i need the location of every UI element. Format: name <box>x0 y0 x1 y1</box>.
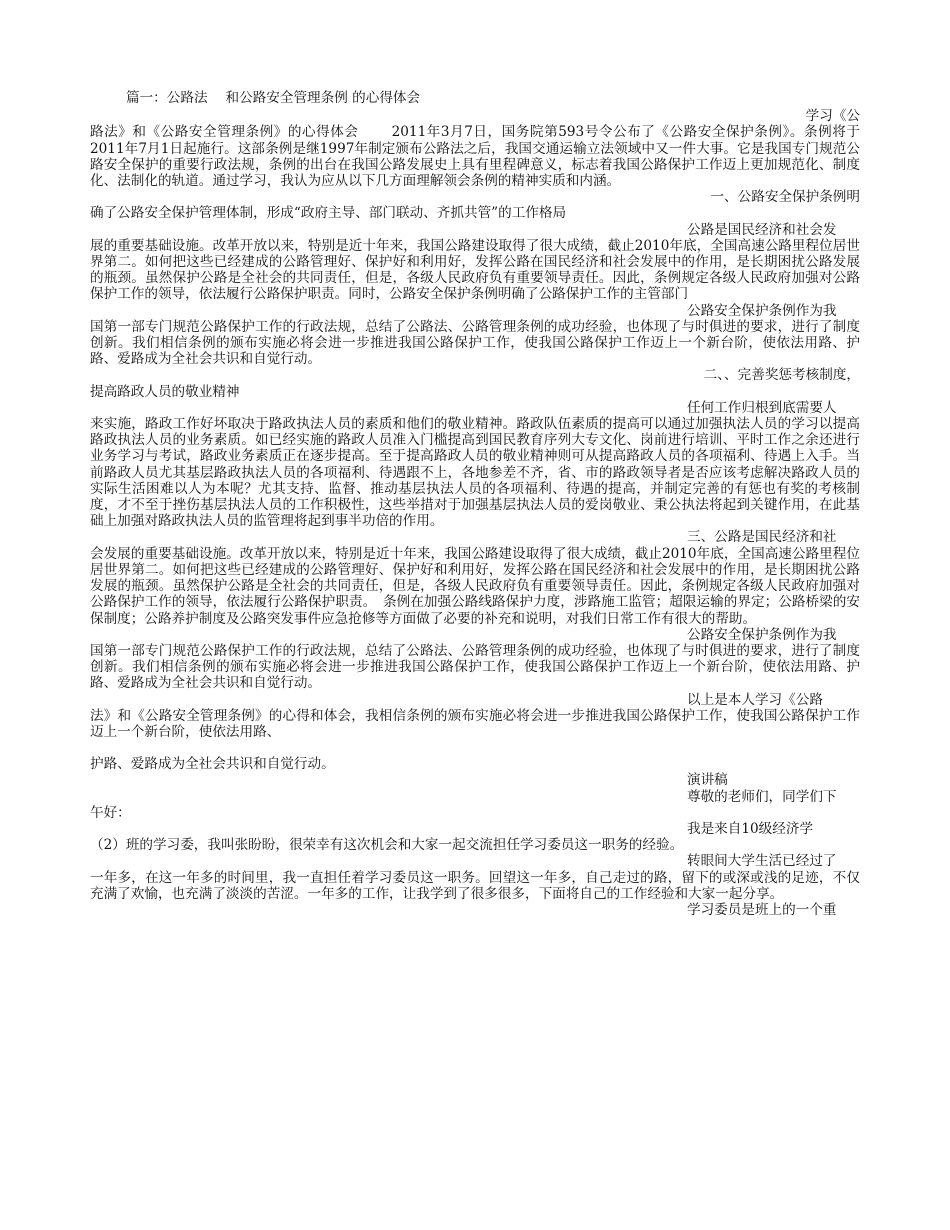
section-heading-lead: 二、、完善奖惩考核制度， <box>703 367 860 384</box>
section-lead: 公路安全保护条例作为我 <box>687 302 837 319</box>
paragraph: 展的重要基础设施。改革开放以来，特别是近十年来，我国公路建设取得了很大成绩，截止2010年底，全国高速公路里程位居世界第二。如何把这些已经建成的公路管理好、保护好和利用好，发挥公路在国民经济和社会发展中的作用，是长期困扰公路发展的瓶颈。虽然保护公路是全社会的共同责任，但是，各级人民政府负有重要领导责任。因此，条例规定各级人民政府加强对公路保护工作的领导，依法履行公路保护职责。同时，公路安全保护条例明确了公路保护工作的主管部门 <box>90 237 860 303</box>
section-lead: 公路是国民经济和社会发 <box>687 221 837 238</box>
section-lead: 学习委员是班上的一个重 <box>687 901 837 918</box>
section-lead: 尊敬的老师们，同学们下 <box>687 788 837 805</box>
section-lead: 以上是本人学习《公路 <box>687 691 823 708</box>
paragraph: （2）班的学习委，我叫张盼盼，很荣幸有这次机会和大家一起交流担任学习委员这一职务的经验。 <box>90 837 684 854</box>
paragraph: 午好： <box>90 804 131 821</box>
section-heading-lead: 三、公路是国民经济和社 <box>687 529 837 546</box>
paragraph: 路法》和《公路安全管理条例》的心得体会 2011年3月7日，国务院第593号令公布了《公路安全保护条例》。条例将于2011年7月1日起施行。这部条例是继1997年制定颁布公路法之后，我国交通运输立法领域中又一件大事。它是我国专门规范公路安全保护的重要行政法规，条例的出台在我国公路发展史上具有里程碑意义，标志着我国公路保护工作迈上更加规范化、制度化、法制化的轨道。通过学习，我认为应从以下几方面理解领会条例的精神实质和内涵。 <box>90 124 860 190</box>
section-lead: 任何工作归根到底需要人 <box>687 399 837 416</box>
section-lead: 学习《公 <box>805 108 860 125</box>
speech-heading: 演讲稿 <box>687 772 728 789</box>
section-lead: 公路安全保护条例作为我 <box>687 626 837 643</box>
paragraph: 一年多，在这一年多的时间里，我一直担任着学习委员这一职务。回望这一年多，自己走过的路，留下的或深或浅的足迹，不仅充满了欢愉，也充满了淡淡的苦涩。一年多的工作，让我学到了很多很多，下面将自己的工作经验和大家一起分享。 <box>90 869 860 902</box>
paragraph: 国第一部专门规范公路保护工作的行政法规，总结了公路法、公路管理条例的成功经验，也体现了与时俱进的要求，进行了制度创新。我们相信条例的颁布实施必将会进一步推进我国公路保护工作，使我国公路保护工作迈上一个新台阶，使依法用路、护路、爱路成为全社会共识和自觉行动。 <box>90 318 860 368</box>
document-page <box>90 90 860 918</box>
paragraph: 国第一部专门规范公路保护工作的行政法规，总结了公路法、公路管理条例的成功经验，也体现了与时俱进的要求，进行了制度创新。我们相信条例的颁布实施必将会进一步推进我国公路保护工作，使我国公路保护工作迈上一个新台阶，使依法用路、护路、爱路成为全社会共识和自觉行动。 <box>90 642 860 692</box>
section-heading: 提高路政人员的敬业精神 <box>90 383 240 400</box>
document-title: 篇一：公路法 和公路安全管理条例 的心得体会 <box>126 90 421 106</box>
section-heading: 确了公路安全保护管理体制，形成“政府主导、部门联动、齐抓共管”的工作格局 <box>90 205 567 222</box>
paragraph-tail: 护路、爱路成为全社会共识和自觉行动。 <box>90 756 335 773</box>
paragraph: 会发展的重要基础设施。改革开放以来，特别是近十年来，我国公路建设取得了很大成绩，截止2010年底，全国高速公路里程位居世界第二。如何把这些已经建成的公路管理好、保护好和利用好，发挥公路在国民经济和社会发展中的作用，是长期困扰公路发展的瓶颈。虽然保护公路是全社会的共同责任，但是，各级人民政府负有重要领导责任。因此，条例规定各级人民政府加强对公路保护工作的领导，依法履行公路保护职责。 条例在加强公路线路保护力度，涉路施工监管；超限运输的界定；公路桥梁的安保制度；公路养护制度及公路突发事件应急抢修等方面做了必要的补充和说明，对我们日常工作有很大的帮助。 <box>90 545 860 627</box>
section-lead: 转眼间大学生活已经过了 <box>687 853 837 870</box>
paragraph: 来实施，路政工作好坏取决于路政执法人员的素质和他们的敬业精神。路政队伍素质的提高可以通过加强执法人员的学习以提高路政执法人员的业务素质。如已经实施的路政人员准入门槛提高到国民教育序列大专文化、岗前进行培训、平时工作之余还进行业务学习与考试，路政业务素质正在逐步提高。至于提高路政人员的敬业精神则可从提高路政人员的各项福利、待遇上入手。当前路政人员尤其基层路政执法人员的各项福利、待遇跟不上，各地参差不齐，省、市的路政领导者是否应该考虑解决路政人员的实际生活困难以人为本呢？尤其支持、监督、推动基层执法人员的各项福利、待遇的提高，并制定完善的有惩也有奖的考核制度，才不至于挫伤基层执法人员的工作积极性，这些举措对于加强基层执法人员的爱岗敬业、秉公执法将起到关键作用，在此基础上加强对路政执法人员的监管理将起到事半功倍的作用。 <box>90 416 860 530</box>
paragraph: 法》和《公路安全管理条例》的心得和体会，我相信条例的颁布实施必将会进一步推进我国公路保护工作，使我国公路保护工作迈上一个新台阶，使依法用路、 <box>90 707 860 740</box>
section-heading-lead: 一、公路安全保护条例明 <box>710 189 860 206</box>
section-lead: 我是来自10级经济学 <box>687 820 814 837</box>
